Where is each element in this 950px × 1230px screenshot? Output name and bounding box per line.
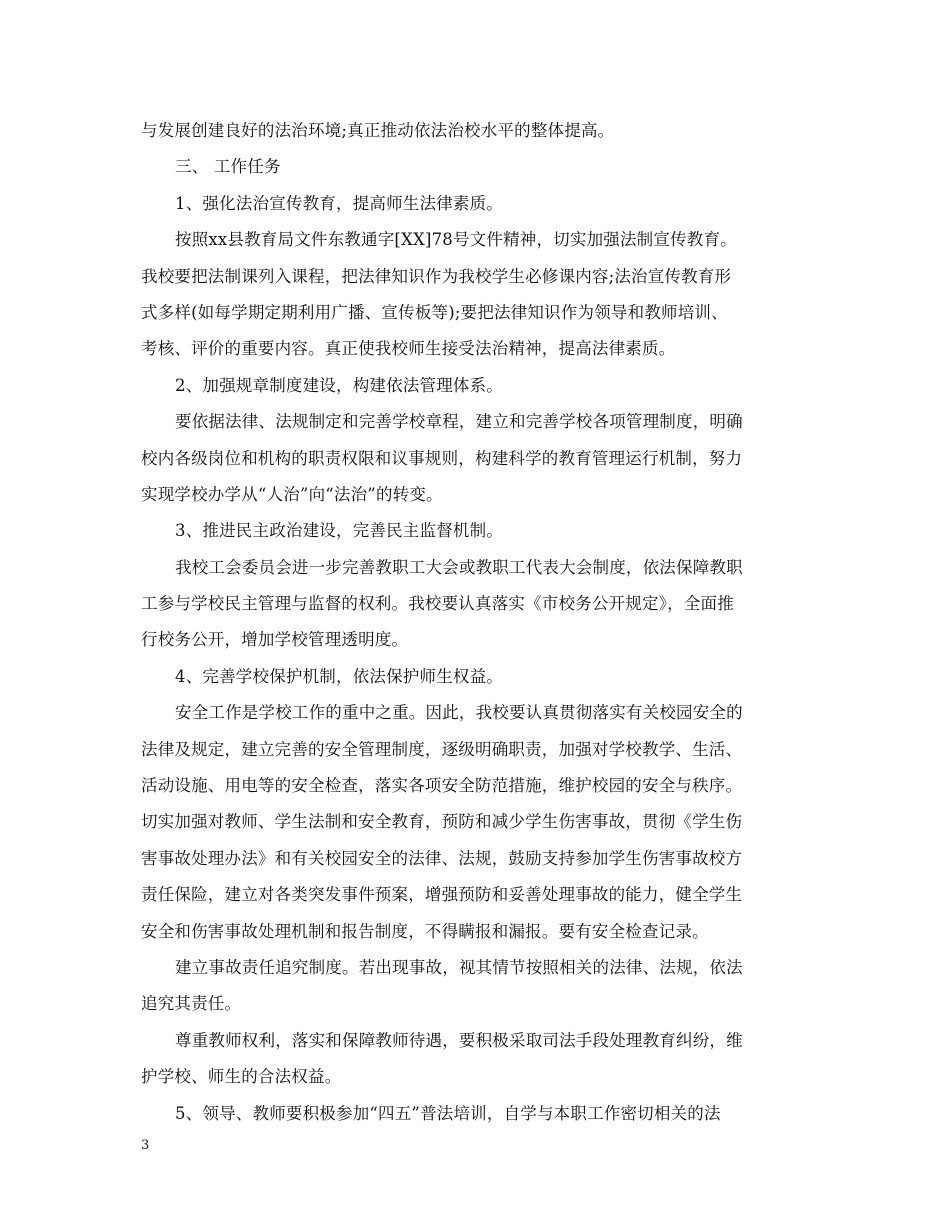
text-line: 我校要把法制课列入课程，把法律知识作为我校学生必修课内容;法治宣传教育形 <box>141 266 732 286</box>
text-line: 我校工会委员会进一步完善教职工大会或教职工代表大会制度，依法保障教职 <box>175 557 743 577</box>
text-line: 实现学校办学从“人治”向“法治”的转变。 <box>141 484 443 504</box>
text-line: 与发展创建良好的法治环境;真正推动依法治校水平的整体提高。 <box>141 121 615 140</box>
text-line: 活动设施、用电等的安全检查，落实各项安全防范措施，维护校园的安全与秩序。 <box>141 776 743 796</box>
item-heading: 1、强化法治宣传教育，提高师生法律素质。 <box>175 193 503 213</box>
text-line: 工参与学校民主管理与监督的权利。我校要认真落实《市校务公开规定》，全面推 <box>141 594 734 614</box>
item-heading: 4、完善学校保护机制，依法保护师生权益。 <box>175 666 503 686</box>
text-line: 追究其责任。 <box>141 994 242 1014</box>
text-line: 行校务公开，增加学校管理透明度。 <box>141 630 409 650</box>
text-line: 按照xx县教育局文件东教通字[XX]78号文件精神，切实加强法制宣传教育。 <box>175 230 737 250</box>
text-line: 责任保险，建立对各类突发事件预案，增强预防和妥善处理事故的能力，健全学生 <box>141 885 743 905</box>
text-line: 法律及规定，建立完善的安全管理制度，逐级明确职责，加强对学校教学、生活、 <box>141 739 743 759</box>
page-number: 3 <box>141 1138 150 1153</box>
text-line: 安全工作是学校工作的重中之重。因此，我校要认真贯彻落实有关校园安全的 <box>175 703 743 723</box>
text-line: 式多样(如每学期定期利用广播、宣传板等);要把法律知识作为领导和教师培训、 <box>141 302 728 322</box>
section-heading: 三、 工作任务 <box>175 157 281 177</box>
text-line: 安全和伤害事故处理机制和报告制度，不得瞒报和漏报。要有安全检查记录。 <box>141 921 709 941</box>
item-heading: 3、推进民主政治建设，完善民主监督机制。 <box>175 521 503 541</box>
text-line: 害事故处理办法》和有关校园安全的法律、法规，鼓励支持参加学生伤害事故校方 <box>141 848 743 868</box>
text-line: 要依据法律、法规制定和完善学校章程，建立和完善学校各项管理制度，明确 <box>175 412 743 432</box>
text-line: 考核、评价的重要内容。真正使我校师生接受法治精神，提高法律素质。 <box>141 339 676 359</box>
text-line: 建立事故责任追究制度。若出现事故，视其情节按照相关的法律、法规，依法 <box>175 957 743 977</box>
text-line: 护学校、师生的合法权益。 <box>141 1067 342 1087</box>
document-body <box>141 113 813 1132</box>
text-line: 切实加强对教师、学生法制和安全教育，预防和减少学生伤害事故，贯彻《学生伤 <box>141 812 743 832</box>
text-line: 校内各级岗位和机构的职责权限和议事规则，构建科学的教育管理运行机制，努力 <box>141 448 743 468</box>
item-heading: 2、加强规章制度建设，构建依法管理体系。 <box>175 375 503 395</box>
item-heading: 5、领导、教师要积极参加“四五”普法培训，自学与本职工作密切相关的法 <box>175 1103 721 1123</box>
text-line: 尊重教师权利，落实和保障教师待遇，要积极采取司法手段处理教育纠纷，维 <box>175 1030 743 1050</box>
